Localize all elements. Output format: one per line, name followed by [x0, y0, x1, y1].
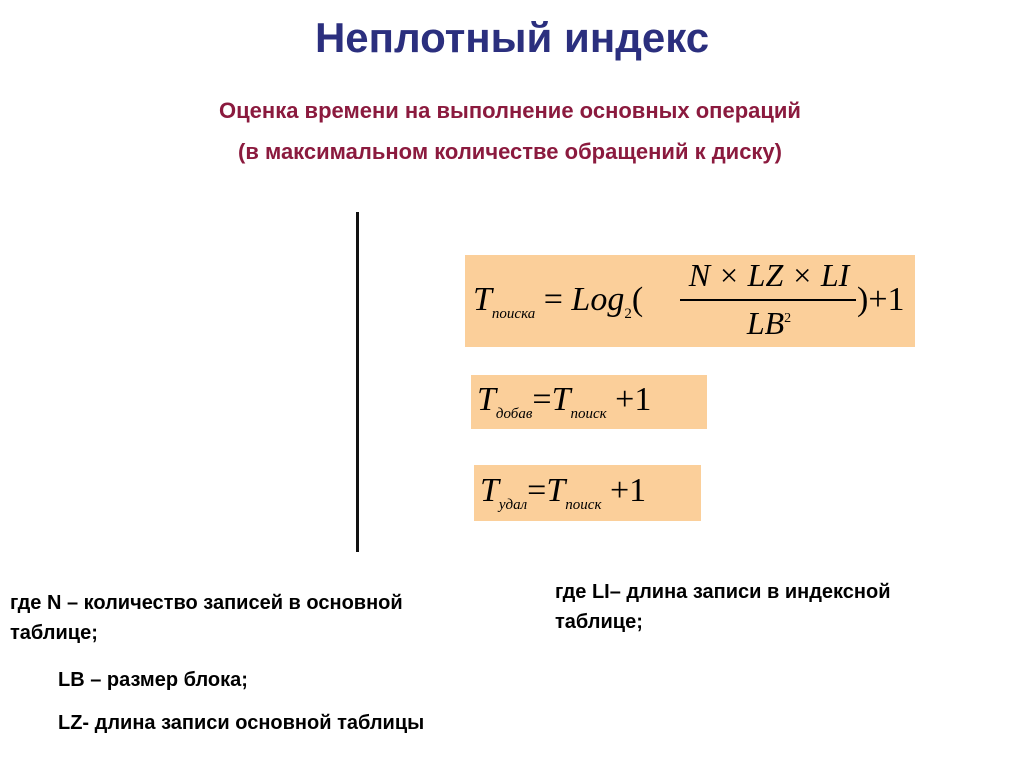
formula-add-t-sub: добав: [495, 406, 533, 422]
formula-search-open-paren: (: [631, 281, 644, 318]
formula-add-t: T: [477, 381, 496, 418]
formula-search-t: T: [473, 281, 492, 318]
formula-add-eq: =: [532, 381, 552, 418]
formula-search: [465, 255, 915, 347]
formula-search-denom-base: LB: [746, 305, 785, 341]
vertical-divider: [356, 212, 359, 552]
note-n: [10, 588, 403, 648]
formula-delete-t-sub: удал: [498, 497, 528, 513]
note-n-line-2: таблице;: [10, 622, 98, 644]
formula-search-t-sub: поиска: [491, 306, 536, 322]
formula-search-denom-exp: 2: [784, 311, 792, 326]
formula-delete-t2: T: [546, 472, 566, 509]
formula-add-t2: T: [551, 381, 571, 418]
formula-delete-plus-one: +1: [609, 472, 647, 509]
formula-search-plus-one: +1: [868, 281, 905, 318]
note-li-line-2: таблице;: [555, 611, 643, 633]
formula-search-log-sub: 2: [624, 306, 632, 322]
formula-search-numerator: N × LZ × LI: [688, 257, 850, 293]
formula-search-denominator: [680, 305, 858, 342]
subtitle-line-2: (в максимальном количестве обращений к диску): [238, 139, 782, 164]
formula-add-t2-sub: поиск: [570, 406, 607, 422]
subtitle-line-1: Оценка времени на выполнение основных операций: [219, 98, 801, 123]
formula-delete-eq: =: [527, 472, 547, 509]
note-lz: LZ- длина записи основной таблицы: [58, 712, 425, 734]
formula-search-eq: =: [543, 281, 563, 318]
note-n-line-1: где N – количество записей в основной: [10, 592, 403, 614]
page-title: Неплотный индекс: [314, 14, 710, 61]
note-li: [555, 577, 891, 637]
formula-delete-t2-sub: поиск: [565, 497, 602, 513]
formula-add-plus-one: +1: [615, 381, 652, 418]
formula-add: [471, 375, 707, 429]
note-li-line-1: где LI– длина записи в индексной: [555, 581, 891, 603]
note-lb: LB – размер блока;: [58, 669, 248, 691]
formula-search-close-paren: ): [857, 281, 869, 318]
fraction-line: [680, 299, 856, 301]
formula-search-log: Log: [571, 281, 625, 318]
formula-delete: [474, 465, 701, 521]
formula-delete-t: T: [480, 472, 499, 509]
